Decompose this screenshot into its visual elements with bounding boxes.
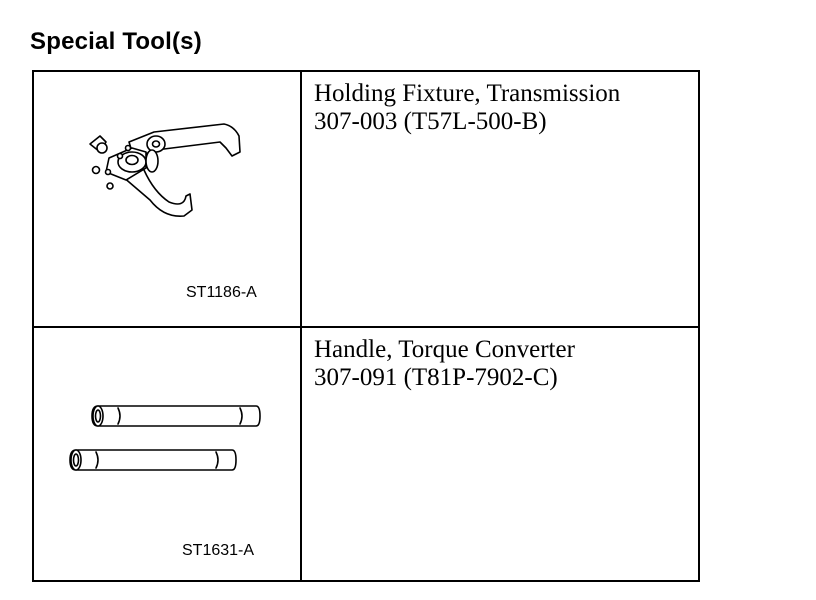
tool-number: 307-003 (T57L-500-B) (314, 108, 547, 135)
tool-image-cell (34, 328, 302, 580)
tool-image-code: ST1186-A (186, 284, 257, 301)
tool-description-cell (302, 328, 698, 580)
tool-name: Holding Fixture, Transmission (314, 80, 621, 107)
holding-fixture-illustration-icon (34, 72, 300, 326)
tool-description-cell (302, 72, 698, 326)
tool-row-holding-fixture (34, 72, 698, 328)
page-title: Special Tool(s) (30, 28, 202, 55)
tool-name: Handle, Torque Converter (314, 336, 575, 363)
tool-row-torque-converter-handle (34, 328, 698, 580)
tool-number: 307-091 (T81P-7902-C) (314, 364, 558, 391)
tool-image-code: ST1631-A (182, 542, 255, 559)
tool-image-cell (34, 72, 302, 326)
torque-converter-handle-illustration-icon (34, 328, 300, 578)
special-tools-table (32, 70, 700, 582)
